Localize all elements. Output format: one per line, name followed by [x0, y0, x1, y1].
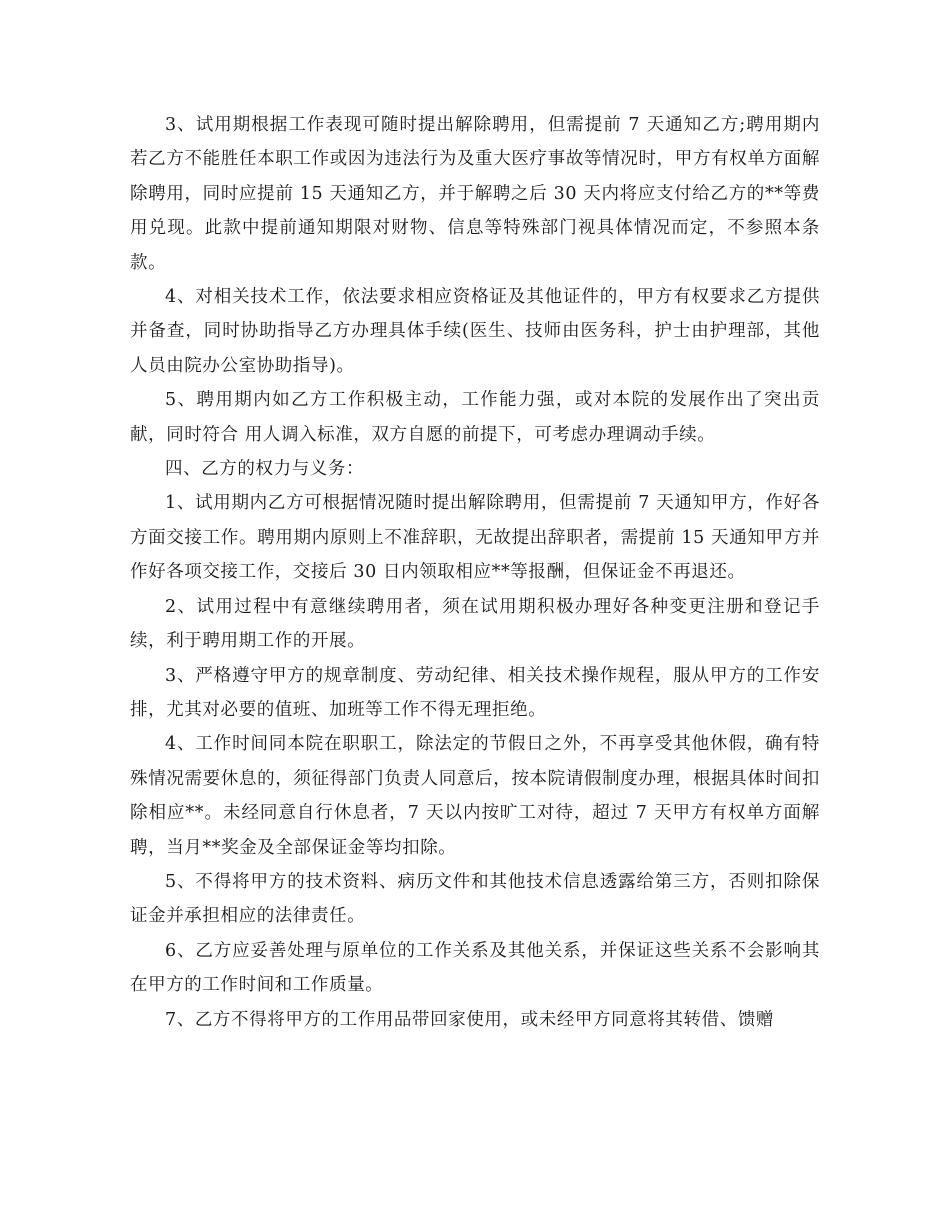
paragraph-clause-1-party-b: 1、试用期内乙方可根据情况随时提出解除聘用，但需提前 7 天通知甲方，作好各方面交接工作。聘用期内原则上不准辞职，无故提出辞职者，需提前 15 天通知甲方并作好各项交接工作，交接后 30 日内领取相应**等报酬，但保证金不再退还。	[130, 493, 820, 583]
paragraph-clause-4-party-a: 4、对相关技术工作，依法要求相应资格证及其他证件的，甲方有权要求乙方提供并备查，同时协助指导乙方办理具体手续(医生、技师由医务科，护士由护理部，其他人员由院办公室协助指导)。	[130, 287, 820, 376]
paragraph-clause-7-party-b: 7、乙方不得将甲方的工作用品带回家使用，或未经甲方同意将其转借、馈赠	[165, 1009, 775, 1030]
paragraph-clause-3-party-b: 3、严格遵守甲方的规章制度、劳动纪律、相关技术操作规程，服从甲方的工作安排，尤其对必要的值班、加班等工作不得无理拒绝。	[130, 665, 820, 720]
section-heading-party-b: 四、乙方的权力与义务：	[165, 459, 365, 480]
paragraph-clause-5-party-b: 5、不得将甲方的技术资料、病历文件和其他技术信息透露给第三方，否则扣除保证金并承担相应的法律责任。	[130, 871, 820, 927]
paragraph-clause-4-party-b: 4、工作时间同本院在职职工，除法定的节假日之外，不再享受其他休假，确有特殊情况需要休息的，须征得部门负责人同意后，按本院请假制度办理，根据具体时间扣除相应**。未经同意自行休息者，7 天以内按旷工对待，超过 7 天甲方有权单方面解聘，当月**奖金及全部保证金等均扣除。	[130, 734, 820, 858]
paragraph-clause-3-party-a: 3、试用期根据工作表现可随时提出解除聘用，但需提前 7 天通知乙方;聘用期内若乙方不能胜任本职工作或因为违法行为及重大医疗事故等情况时，甲方有权单方面解除聘用，同时应提前 15 天通知乙方，并于解聘之后 30 天内将应支付给乙方的**等费用兑现。此款中提前通知期限对财物、信息等特殊部门视具体情况而定，不参照本条款。	[130, 115, 820, 273]
paragraph-clause-6-party-b: 6、乙方应妥善处理与原单位的工作关系及其他关系，并保证这些关系不会影响其在甲方的工作时间和工作质量。	[130, 940, 820, 996]
paragraph-clause-2-party-b: 2、试用过程中有意继续聘用者，须在试用期积极办理好各种变更注册和登记手续，利于聘用期工作的开展。	[130, 596, 820, 652]
paragraph-clause-5-party-a: 5、聘用期内如乙方工作积极主动，工作能力强，或对本院的发展作出了突出贡献，同时符合 用人调入标准，双方自愿的前提下，可考虑办理调动手续。	[130, 390, 820, 445]
